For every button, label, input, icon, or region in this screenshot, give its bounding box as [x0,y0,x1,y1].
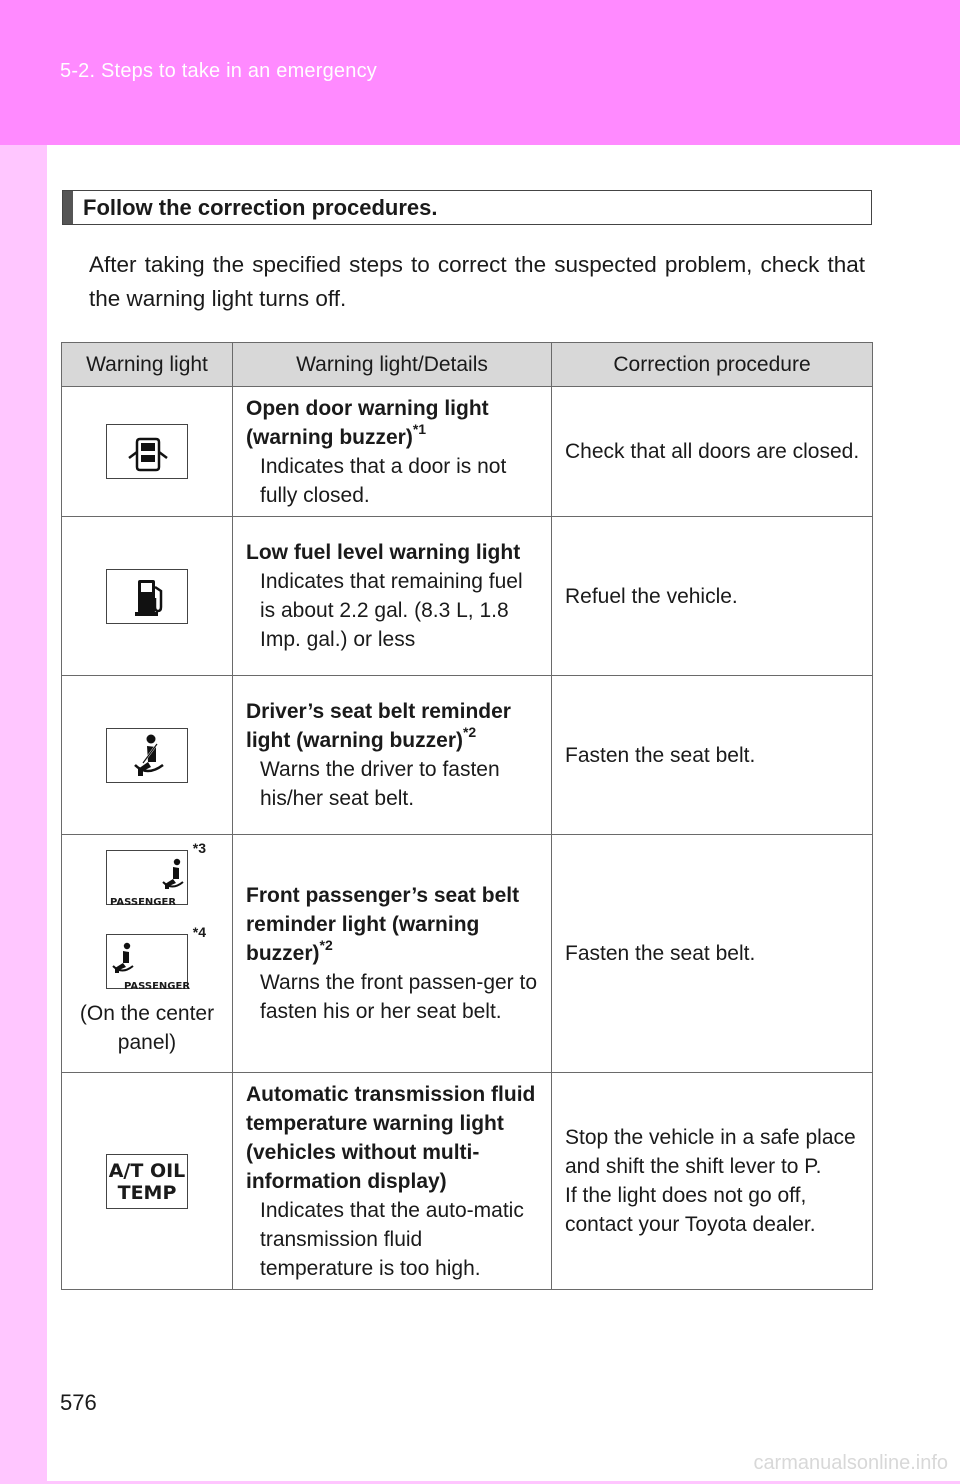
warning-title: Low fuel level warning light [246,541,521,564]
procedure-step: If the light does not go off, contact your Toyota dealer. [565,1184,816,1236]
table-row [62,676,873,835]
details-cell [233,1073,552,1290]
procedure-cell: Fasten the seat belt. [552,835,873,1073]
warning-description: Warns the driver to fasten his/her seat belt. [260,758,500,810]
table-row [62,517,873,676]
warning-light-cell [62,835,233,1073]
table-row [62,387,873,517]
details-cell [233,676,552,835]
procedure-cell: Refuel the vehicle. [552,517,873,676]
procedure-cell: Check that all doors are closed. [552,387,873,517]
section-breadcrumb: 5-2. Steps to take in an emergency [60,60,377,82]
warning-description: Warns the front passen-ger to fasten his or her seat belt. [260,971,538,1023]
open-door-icon [106,424,188,479]
procedure-step: Stop the vehicle in a safe place and shift the shift lever to P. [565,1126,856,1178]
passenger-label: PASSENGER [110,897,177,908]
passenger-seat-belt-icon [106,934,191,992]
section-heading-text: Follow the correction procedures. [83,194,438,220]
procedure-cell [552,1073,873,1290]
fuel-pump-icon [106,569,188,624]
passenger-icon-group [106,840,206,908]
passenger-icon-group [106,924,206,992]
icon-caption: (On the center panel) [79,1002,215,1054]
warning-title [246,394,541,452]
warning-description: Indicates that a door is not fully closed. [260,454,507,507]
warning-light-cell [62,676,233,835]
column-header-procedure: Correction procedure [552,343,873,387]
passenger-label: PASSENGER [124,981,191,992]
details-cell [233,517,552,676]
footnote-mark: *3 [192,840,206,856]
intro-paragraph: After taking the specified steps to correct the suspected problem, check that the warning light turns off. [89,252,865,311]
passenger-seat-belt-icon [106,850,188,908]
warning-light-cell [62,517,233,676]
footnote-mark: *4 [192,924,206,940]
heading-bar [63,191,73,224]
warning-title-text: Driver’s seat belt reminder light (warning buzzer) [246,700,511,752]
warning-title [246,881,541,968]
footnote-mark: *1 [412,420,427,437]
at-oil-label: A/T OIL [108,1159,186,1182]
column-header-details: Warning light/Details [233,343,552,387]
side-margin-band [0,145,47,1484]
warning-description: Indicates that remaining fuel is about 2.2 gal. (8.3 L, 1.8 Imp. gal.) or less [260,570,523,651]
footnote-mark: *2 [462,724,477,740]
warning-description: Indicates that the auto-matic transmission fluid temperature is too high. [260,1198,524,1280]
table-row [62,1073,873,1290]
details-cell [233,835,552,1073]
watermark: carmanualsonline.info [753,1452,948,1474]
details-cell [233,387,552,517]
table-row [62,835,873,1073]
temp-label: TEMP [117,1181,177,1204]
section-heading [62,190,872,225]
warning-title: Automatic transmission fluid temperature warning light (vehicles without multi-information display) [246,1082,536,1193]
warning-light-table [61,342,873,1290]
procedure-cell: Fasten the seat belt. [552,676,873,835]
warning-title-text: Open door warning light (warning buzzer) [246,396,489,449]
seat-belt-icon [106,728,188,783]
at-oil-temp-label [107,1160,187,1204]
warning-light-cell [62,387,233,517]
footnote-mark: *2 [319,937,333,953]
table-header-row [62,343,873,387]
warning-title-text: Front passenger’s seat belt reminder light (warning buzzer) [246,884,520,965]
warning-title [246,697,541,755]
at-oil-temp-icon [106,1154,188,1209]
warning-light-cell [62,1073,233,1290]
column-header-warning-light: Warning light [62,343,233,387]
page-number: 576 [60,1390,97,1415]
